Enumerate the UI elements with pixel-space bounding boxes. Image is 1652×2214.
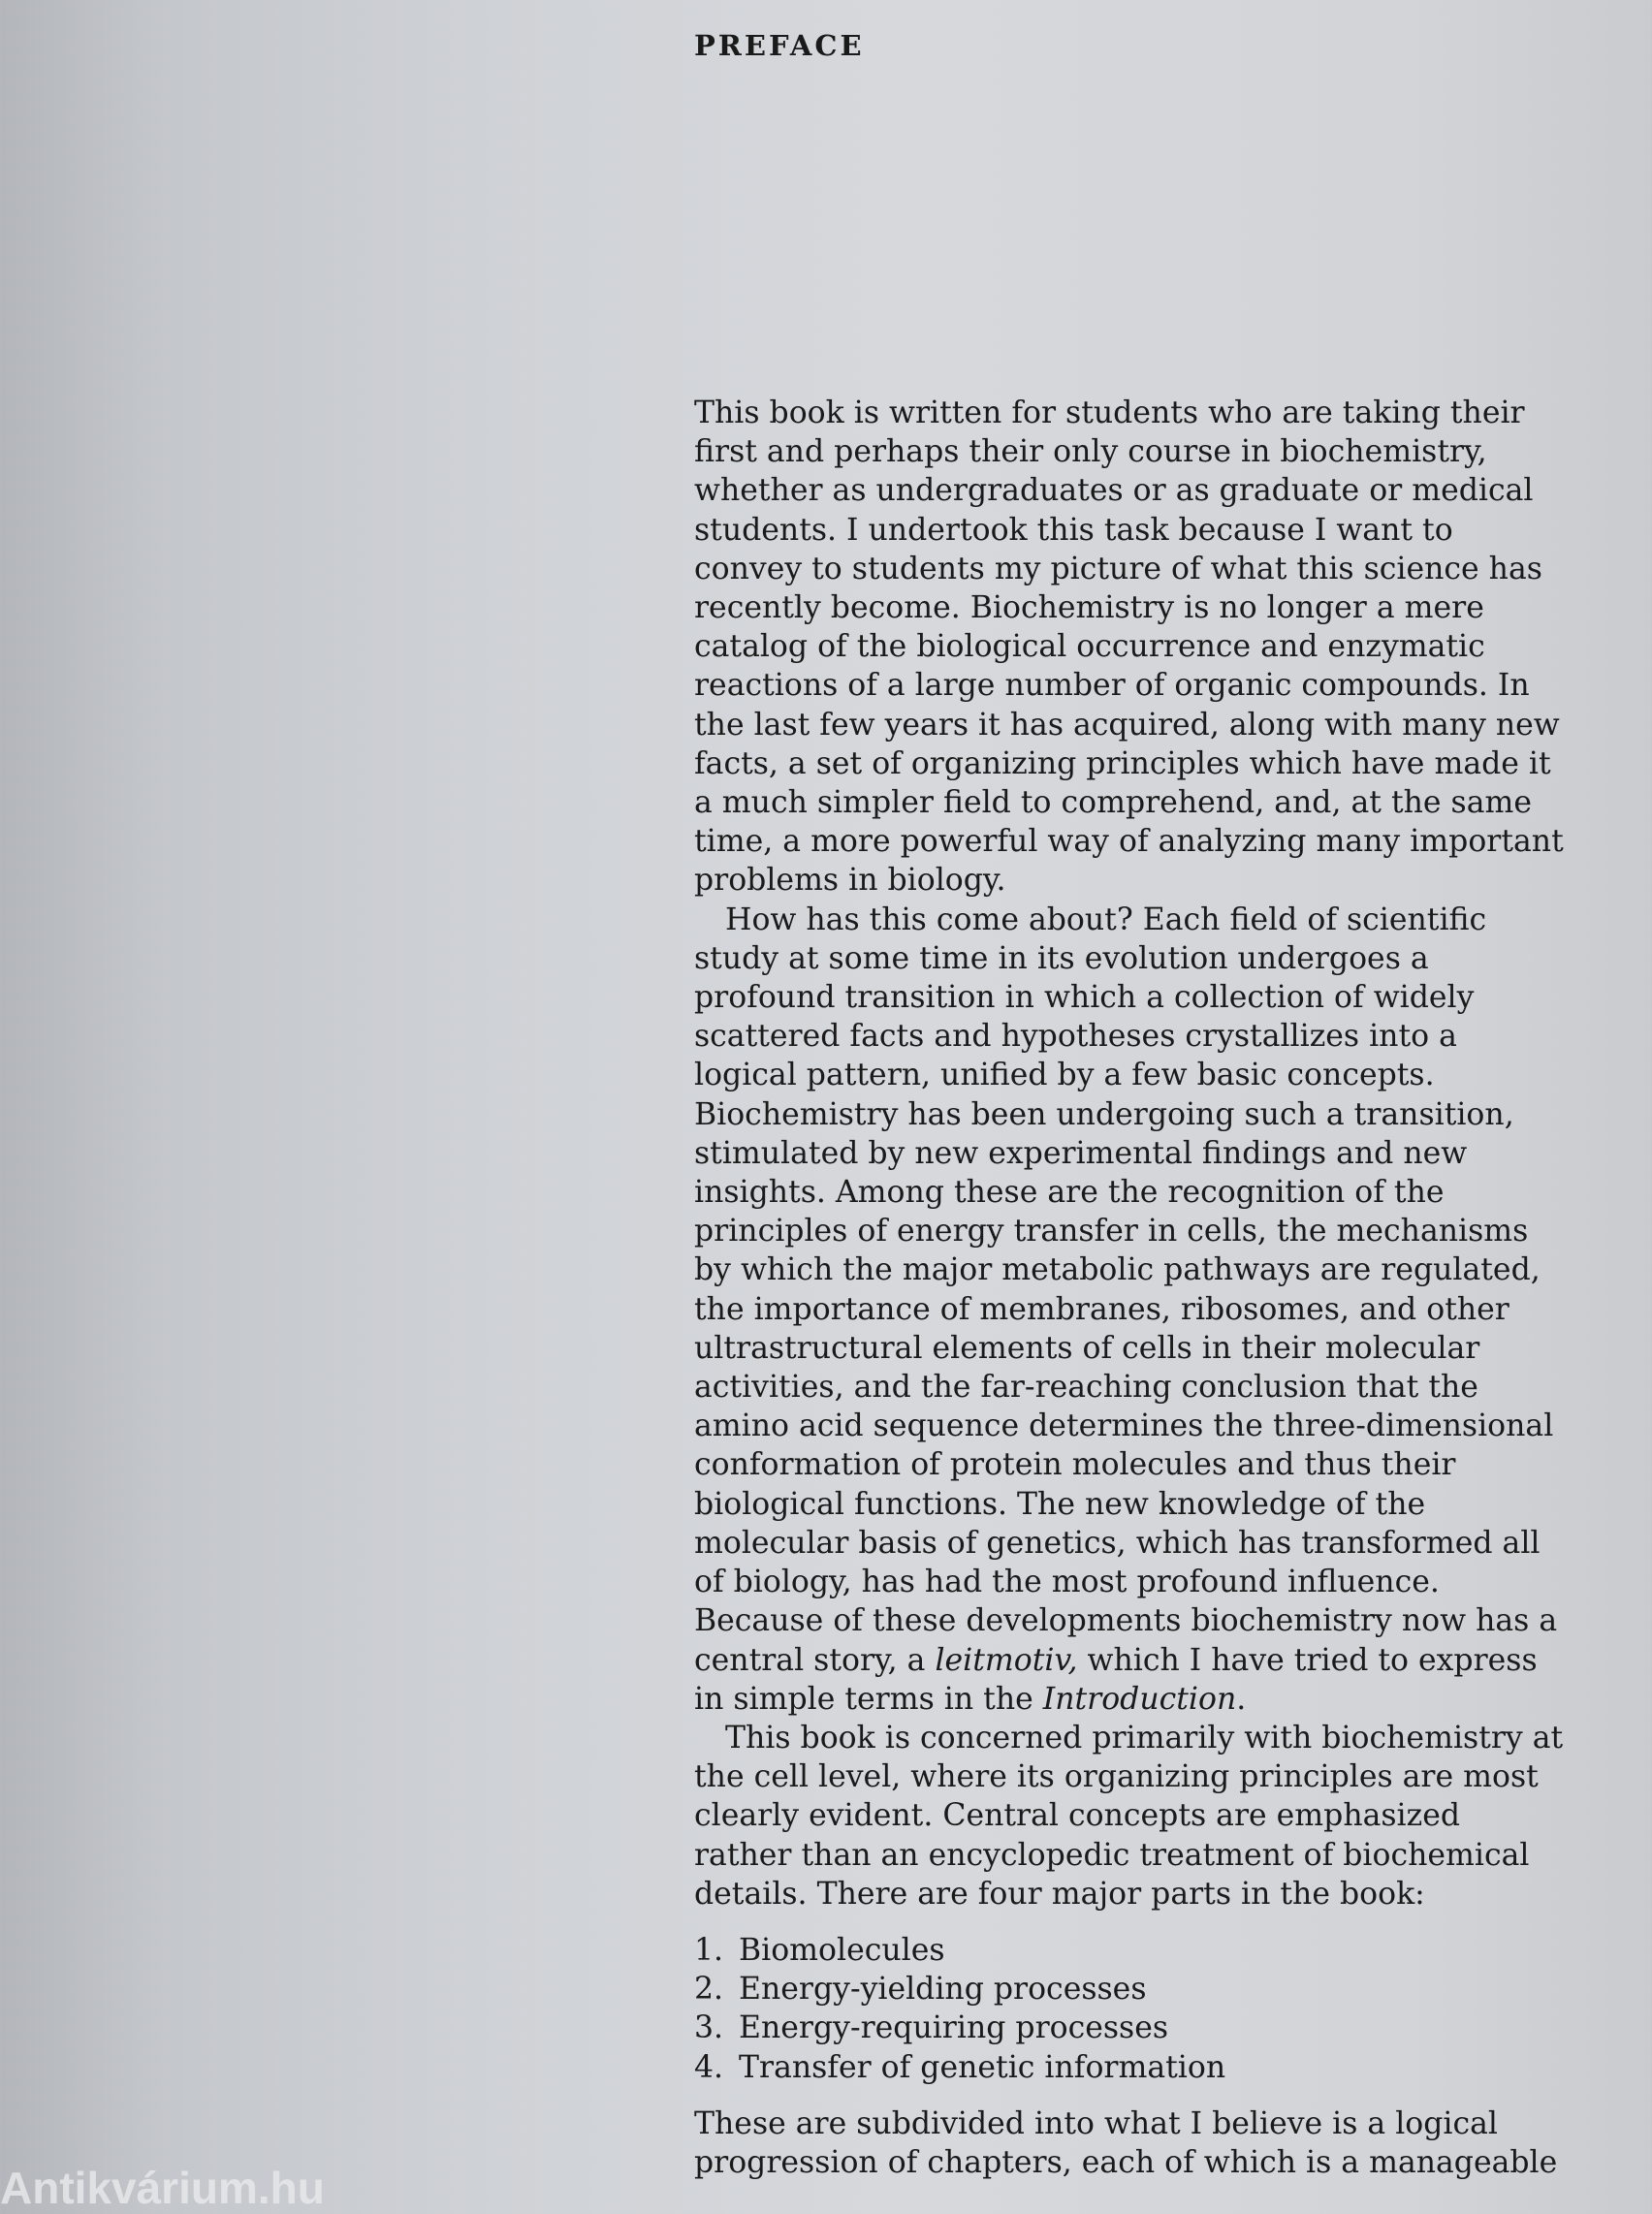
book-parts-list (694, 1931, 1567, 2087)
list-number: 3. (694, 2010, 724, 2046)
list-item (694, 2048, 1567, 2087)
preface-body (694, 394, 1567, 2182)
page-title: PREFACE (694, 29, 865, 62)
list-item (694, 1931, 1567, 1970)
list-item (694, 2008, 1567, 2047)
list-label: Biomolecules (739, 1932, 945, 1968)
paragraph-2 (694, 901, 1567, 1719)
list-label: Energy-requiring processes (739, 2010, 1169, 2046)
facing-page-bleedthrough-top (1497, 0, 1652, 194)
paragraph-4: These are subdivided into what I believe is a logical progression of chapters, each of which is a manageable (694, 2105, 1558, 2180)
list-label: Transfer of genetic information (739, 2049, 1226, 2085)
paragraph-2-text: How has this come about? Each field of scientific study at some time in its evolution undergoes a profound transition in which a collection of widely scattered facts and hypotheses crystallizes into a logical pattern, unified by a few basic concepts. Biochemistry has been undergoing such a transition, stimulated by new experimental findings and new insights. Among these are the recognition of the principles of energy transfer in cells, the mechanisms by which the major metabolic pathways are regulated, the importance of membranes, ribosomes, and other ultrastructural elements of cells in their molecular activities, and the far-reaching conclusion that the amino acid sequence determines the three-dimensional conformation of protein molecules and thus their biological functions. The new knowledge of the molecular basis of genetics, which has transformed all of biology, has had the most profound influence. Because of these developments biochemistry now has a central story, a (694, 901, 1558, 1678)
watermark: Antikvárium.hu (0, 2163, 325, 2213)
list-item (694, 1970, 1567, 2008)
paragraph-2-continuation: which I have tried to express in simple terms in the (694, 1642, 1538, 1717)
paragraph-1: This book is written for students who are taking their first and perhaps their only course in biochemistry, whether as undergraduates or as graduate or medical students. I undertook this task because I want to convey to students my picture of what this science has recently become. Biochemistry is no longer a mere catalog of the biological occurrence and enzymatic reactions of a large number of organic compounds. In the last few years it has acquired, along with many new facts, a set of organizing principles which have made it a much simpler field to comprehend, and, at the same time, a more powerful way of analyzing many important problems in biology. (694, 395, 1564, 899)
list-number: 1. (694, 1932, 724, 1968)
introduction-reference: Introduction (1042, 1681, 1237, 1717)
leitmotiv-term: leitmotiv, (935, 1642, 1078, 1678)
list-number: 4. (694, 2049, 724, 2085)
paragraph-2-end: . (1236, 1681, 1247, 1717)
list-label: Energy-yielding processes (739, 1972, 1147, 2008)
list-number: 2. (694, 1972, 724, 2008)
paragraph-3: This book is concerned primarily with biochemistry at the cell level, where its organizing principles are most clearly evident. Central concepts are emphasized rather than an encyclopedic treatment of biochemical details. There are four major parts in the book: (694, 1720, 1564, 1912)
